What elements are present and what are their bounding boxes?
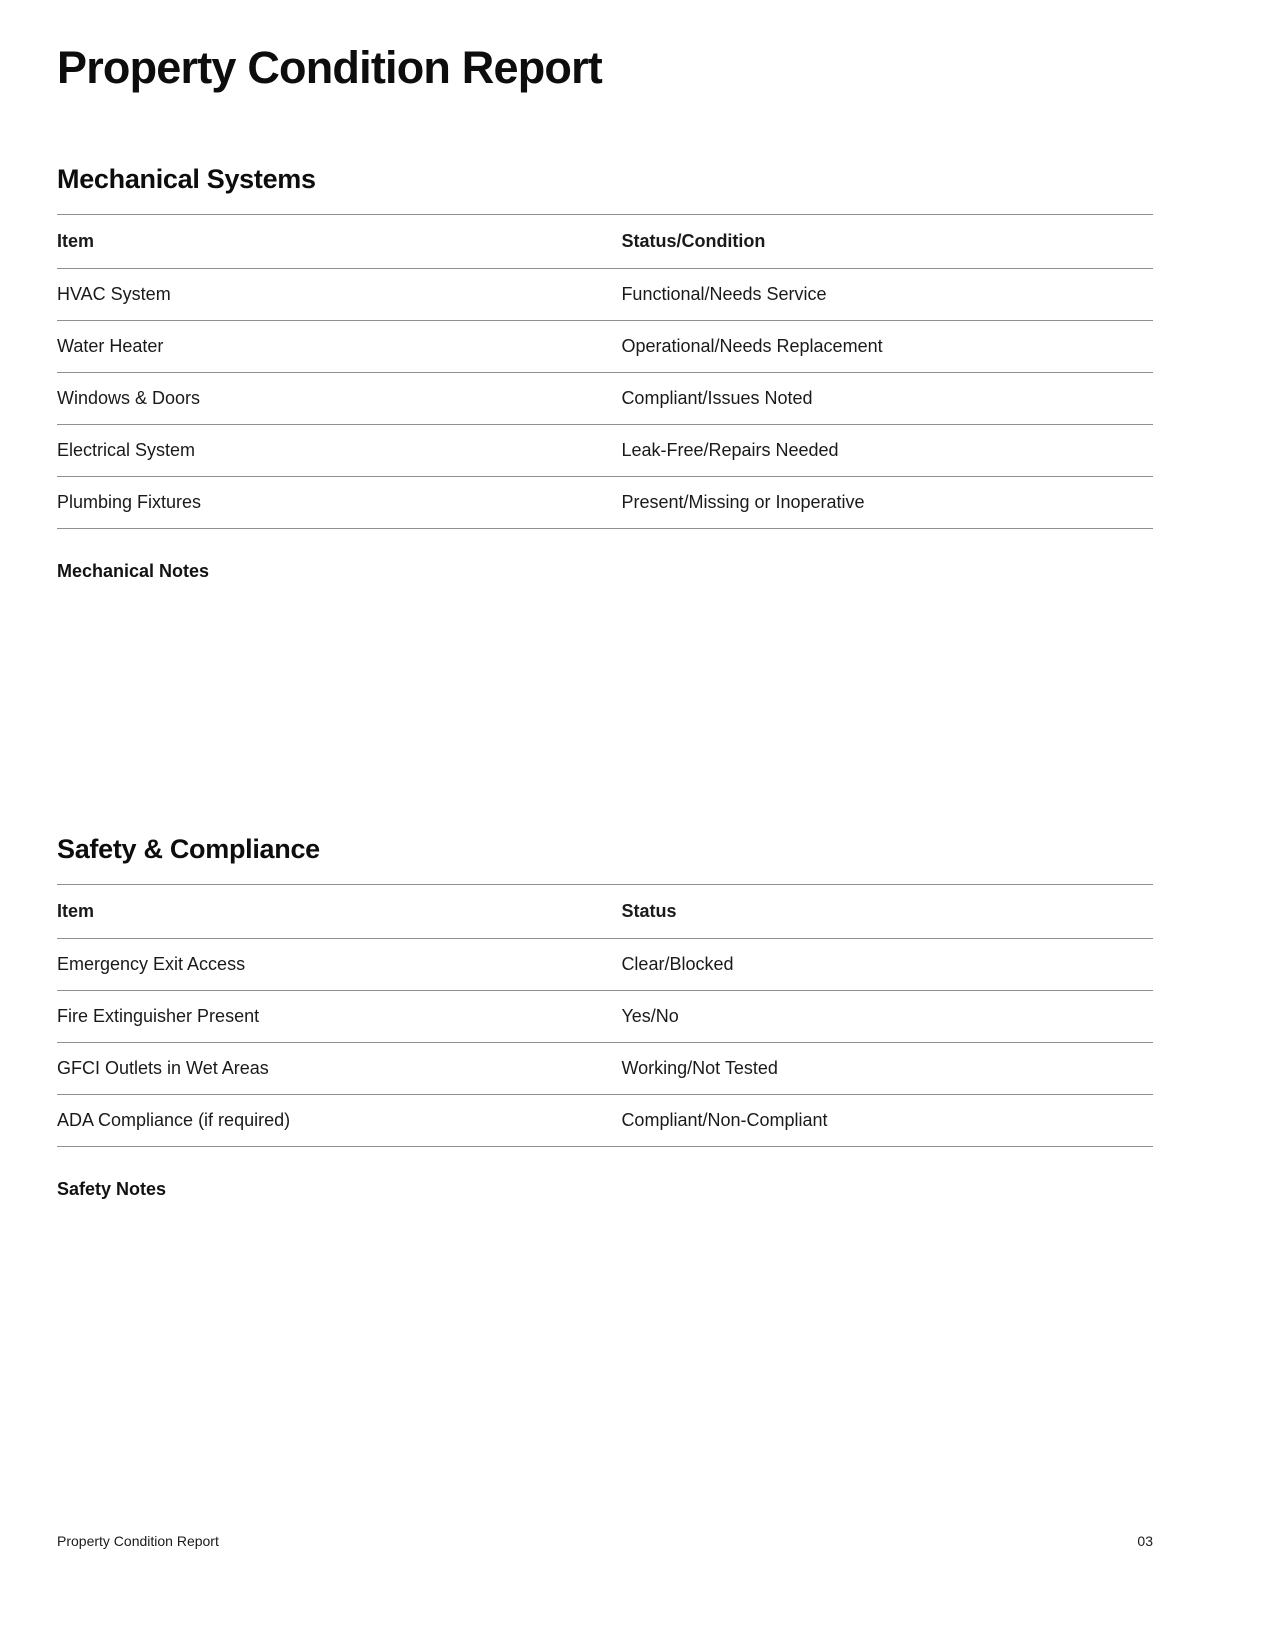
footer-page-number: 03: [1137, 1533, 1153, 1549]
table-header-row: [57, 884, 1153, 938]
table-header-row: [57, 214, 1153, 268]
table-row: [57, 320, 1153, 372]
table-row: [57, 1094, 1153, 1146]
table-row: [57, 476, 1153, 528]
cell-status: Compliant/Non-Compliant: [621, 1094, 1153, 1146]
cell-status: Clear/Blocked: [621, 938, 1153, 990]
mechanical-notes-label: Mechanical Notes: [57, 560, 210, 581]
table-row: [57, 938, 1153, 990]
cell-item: Emergency Exit Access: [57, 938, 621, 990]
column-header-status: Status/Condition: [621, 214, 1153, 268]
cell-status: Leak-Free/Repairs Needed: [621, 424, 1153, 476]
page-footer: [57, 1533, 1153, 1549]
column-header-status: Status: [621, 884, 1153, 938]
table-row: [57, 372, 1153, 424]
cell-item: GFCI Outlets in Wet Areas: [57, 1042, 621, 1094]
footer-document-title: Property Condition Report: [57, 1533, 219, 1549]
table-row: [57, 268, 1153, 320]
page-title: Property Condition Report: [57, 42, 602, 93]
section-heading-safety: Safety & Compliance: [57, 833, 320, 864]
column-header-item: Item: [57, 884, 621, 938]
cell-item: Plumbing Fixtures: [57, 476, 621, 528]
cell-item: Windows & Doors: [57, 372, 621, 424]
cell-status: Compliant/Issues Noted: [621, 372, 1153, 424]
table-row: [57, 424, 1153, 476]
cell-item: ADA Compliance (if required): [57, 1094, 621, 1146]
cell-status: Present/Missing or Inoperative: [621, 476, 1153, 528]
table-row: [57, 990, 1153, 1042]
cell-item: Fire Extinguisher Present: [57, 990, 621, 1042]
safety-notes-label: Safety Notes: [57, 1178, 167, 1199]
cell-item: Water Heater: [57, 320, 621, 372]
mechanical-notes-area: [57, 582, 1153, 822]
cell-status: Operational/Needs Replacement: [621, 320, 1153, 372]
table-row: [57, 1042, 1153, 1094]
cell-status: Working/Not Tested: [621, 1042, 1153, 1094]
cell-status: Yes/No: [621, 990, 1153, 1042]
safety-compliance-table: [57, 884, 1153, 1147]
column-header-item: Item: [57, 214, 621, 268]
cell-item: HVAC System: [57, 268, 621, 320]
section-heading-mechanical: Mechanical Systems: [57, 163, 316, 194]
mechanical-systems-table: [57, 214, 1153, 529]
cell-item: Electrical System: [57, 424, 621, 476]
cell-status: Functional/Needs Service: [621, 268, 1153, 320]
